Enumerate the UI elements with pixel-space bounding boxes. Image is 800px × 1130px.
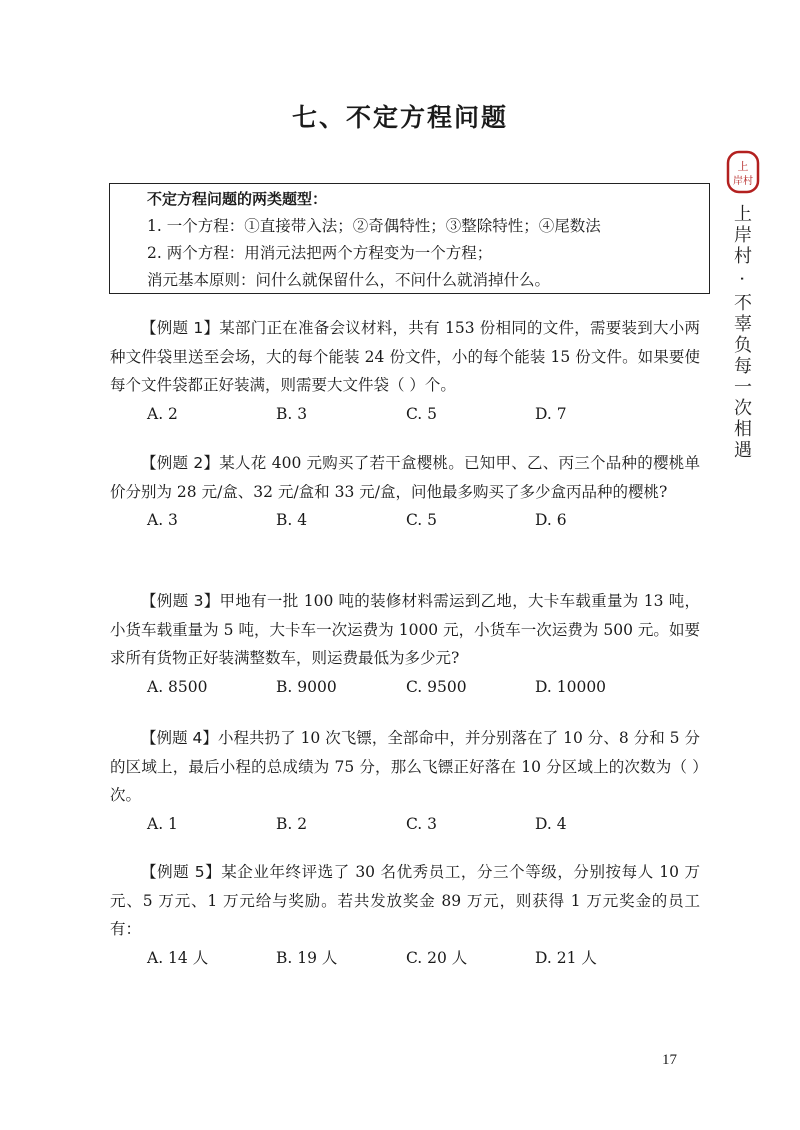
question-tag: 【例题 1】 — [141, 319, 220, 337]
answer-options — [110, 944, 700, 972]
option-d: D. 6 — [535, 511, 567, 529]
question-tag: 【例题 4】 — [141, 729, 218, 747]
question-tag: 【例题 5】 — [141, 863, 222, 881]
option-d: D. 7 — [535, 404, 567, 423]
page-title: 七、不定方程问题 — [291, 103, 508, 132]
option-c: C. 9500 — [406, 677, 467, 696]
option-a: A. 2 — [147, 404, 178, 423]
svg-text:上: 上 — [737, 160, 749, 173]
option-a: A. 3 — [147, 511, 178, 529]
seal-logo-icon — [726, 150, 760, 194]
option-b: B. 9000 — [276, 677, 337, 696]
option-c: C. 3 — [406, 814, 438, 833]
question-stem: 甲地有一批 100 吨的装修材料需运到乙地，大卡车载重量为 13 吨，小货车载重量为 5 吨，大卡车一次运费为 1000 元，小货车一次运费为 500 元。如要求所有货物正好装满整数车，则运费最低为多少元? — [110, 592, 700, 667]
question-stem: 小程共扔了 10 次飞镖，全部命中，并分别落在了 10 分、8 分和 5 分的区域上，最后小程的总成绩为 75 分，那么飞镖正好落在 10 分区域上的次数为（ ）次。 — [110, 729, 700, 804]
answer-options — [110, 673, 700, 701]
answer-options — [110, 810, 700, 838]
question-stem: 某部门正在准备会议材料，共有 153 份相同的文件，需要装到大小两种文件袋里送至会场，大的每个能装 24 份文件，小的每个能装 15 份文件。如果要使每个文件袋都正好装满，则需要大文件袋（ ）个。 — [110, 319, 700, 394]
summary-line: 1. 一个方程：①直接带入法；②奇偶特性；③整除特性；④尾数法 — [147, 217, 601, 235]
question-1 — [110, 314, 700, 428]
svg-text:岸村: 岸村 — [733, 176, 753, 187]
question-tag: 【例题 2】 — [141, 454, 220, 472]
answer-options — [110, 506, 700, 534]
page-number: 17 — [662, 1052, 677, 1068]
question-stem: 某企业年终评选了 30 名优秀员工，分三个等级，分别按每人 10 万元、5 万元、1 万元给与奖励。若共发放奖金 89 万元，则获得 1 万元奖金的员工有： — [110, 863, 701, 938]
option-b: B. 2 — [276, 814, 308, 833]
question-5 — [110, 858, 700, 972]
option-a: A. 8500 — [147, 677, 208, 696]
option-b: B. 3 — [276, 404, 308, 423]
option-d: D. 4 — [535, 814, 567, 833]
option-a: A. 1 — [147, 814, 178, 833]
option-d: D. 10000 — [535, 677, 607, 696]
question-3 — [110, 587, 700, 701]
side-slogan: 上岸村 · 不辜负每一次相遇 — [731, 204, 752, 462]
summary-line: 消元基本原则：问什么就保留什么，不问什么就消掉什么。 — [147, 271, 551, 289]
question-stem: 某人花 400 元购买了若干盒樱桃。已知甲、乙、丙三个品种的樱桃单价分别为 28 元/盒、32 元/盒和 33 元/盒，问他最多购买了多少盒丙品种的樱桃? — [110, 454, 700, 501]
option-b: B. 19 人 — [276, 948, 338, 967]
question-4 — [110, 724, 700, 838]
answer-options — [110, 400, 700, 428]
option-c: C. 5 — [406, 404, 438, 423]
option-c: C. 5 — [406, 511, 438, 529]
question-2 — [110, 449, 700, 534]
option-a: A. 14 人 — [147, 948, 209, 967]
summary-box — [109, 183, 710, 294]
summary-line: 2. 两个方程：用消元法把两个方程变为一个方程； — [147, 244, 493, 262]
option-b: B. 4 — [276, 511, 308, 529]
option-d: D. 21 人 — [535, 948, 597, 967]
question-tag: 【例题 3】 — [141, 592, 220, 610]
option-c: C. 20 人 — [406, 948, 468, 967]
summary-heading: 不定方程问题的两类题型： — [147, 190, 328, 208]
